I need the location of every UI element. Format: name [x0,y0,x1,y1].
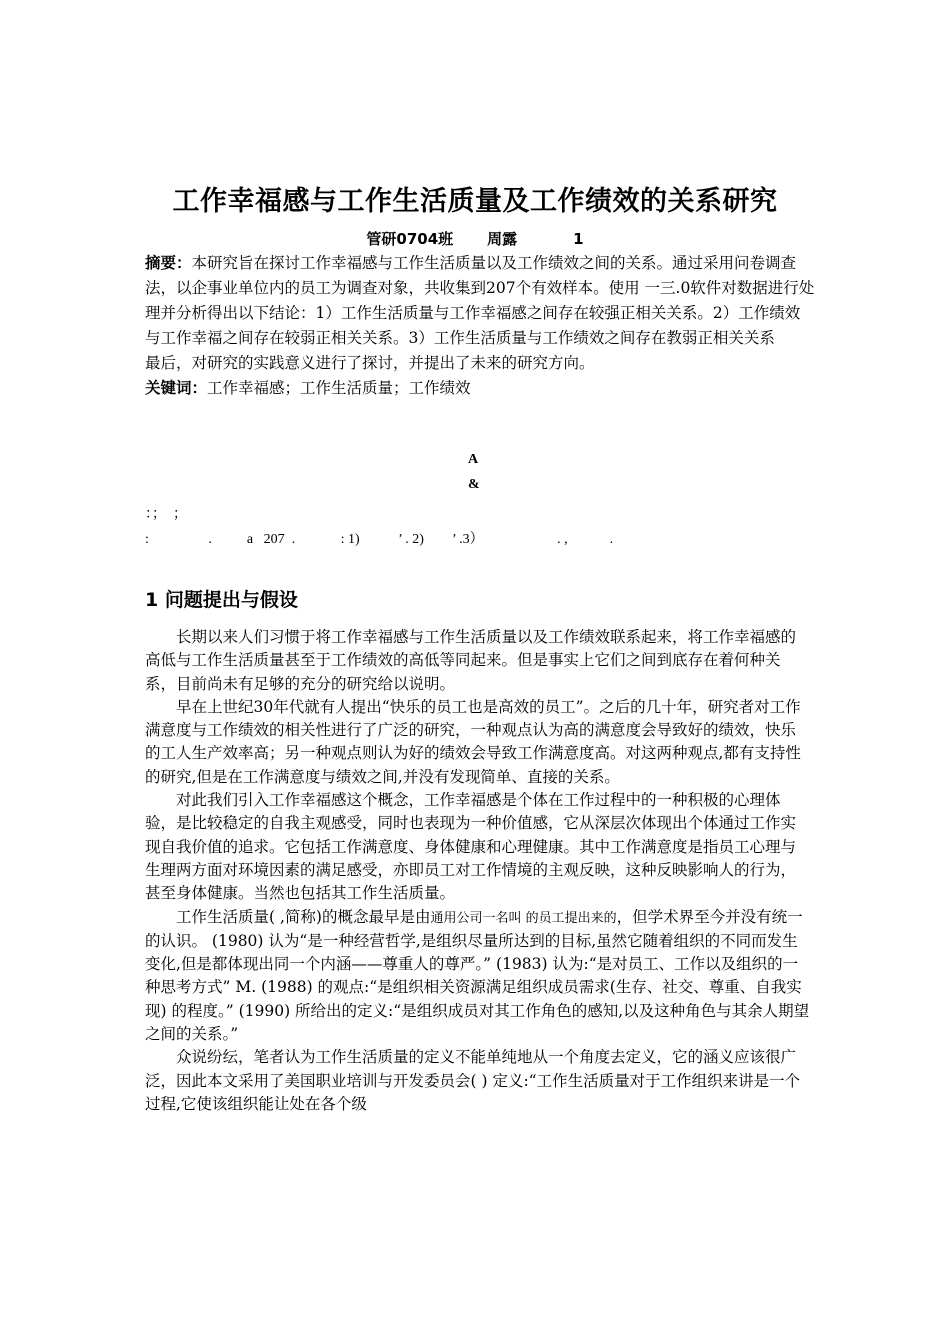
english-author-fragment: & [468,477,480,492]
author-name: 周露 [487,230,518,248]
body-paragraph: 对此我们引入工作幸福感这个概念，工作幸福感是个体在工作过程中的一种积极的心理体验，是比较稳定的自我主观感受，同时也表现为一种价值感，它从深层次体现出个体通过工作实现自我价值的追求。它包括工作满意度、身体健康和心理健康。其中工作满意度是指员工心理与生理两方面对环境因素的满足感受，亦即员工对工作情境的主观反映，这种反映影响人的行为，甚至身体健康。当然也包括其工作生活质量。 [145,791,797,903]
abstract-label: 摘要： [145,254,192,272]
body-paragraph [145,906,810,1047]
english-title-fragment: A [468,452,479,467]
abstract-block [145,251,815,401]
english-abstract-fragment: : . a 207 . : 1) ’ . 2) ’ .3） . , . [145,532,614,547]
body-paragraph: 众说纷纭，笔者认为工作生活质量的定义不能单纯地从一个角度去定义，它的涵义应该很广泛，因此本文采用了美国职业培训与开发委员会( ) 定义:“工作生活质量对于工作组织来讲是一个过程,它使该组织能让处在各个级 [145,1048,801,1113]
section-heading: 1 问题提出与假设 [145,589,298,611]
body-text-small-run: 通用公司一名叫 的员工提出来的 [430,910,617,926]
body-text-run: ，但学术界至今并没有统一的认识。 (1980) 认为“是一种经营哲学,是组织尽量所达到的目标,虽然它随着组织的不同而发生变化,但是都体现出同一个内涵——尊重人的尊严。” (1983) 认为:“是对员工、工作以及组织的一种思考方式” M. (1988) 的观点:“是组织相关资源满足组织成员需求(生存、社交、尊重、自我实现) 的程度。” (1990) 所给出的定义:“是组织成员对其工作角色的感知,以及这种角色与其余人期望之间的关系。” [145,907,810,1044]
author-class: 管研0704班 [366,230,454,248]
paper-title: 工作幸福感与工作生活质量及工作绩效的关系研究 [172,186,778,217]
abstract-conclusion: 最后，对研究的实践意义进行了探讨，并提出了未来的研究方向。 [145,354,595,372]
keywords-label: 关键词： [145,379,208,397]
author-byline [0,228,950,250]
body-text-run: 工作生活质量( ,简称)的概念最早是由 [176,907,431,926]
abstract-text: 本研究旨在探讨工作幸福感与工作生活质量以及工作绩效之间的关系。通过采用问卷调查法，以企事业单位内的员工为调查对象，共收集到207个有效样本。使用 一三.0软件对数据进行处理并分析得出以下结论：1）工作生活质量与工作幸福感之间存在较强正相关关系。2）工作绩效与工作幸福之间存在较弱正相关关系。3）工作生活质量与工作绩效之间存在教弱正相关关系 [145,254,815,347]
body-paragraph: 长期以来人们习惯于将工作幸福感与工作生活质量以及工作绩效联系起来，将工作幸福感的高低与工作生活质量甚至于工作绩效的高低等同起来。但是事实上它们之间到底存在着何种关系，目前尚未有足够的充分的研究给以说明。 [145,628,797,693]
author-footnote-number: 1 [573,230,584,248]
keywords-line [145,376,815,401]
body-paragraph: 早在上世纪30年代就有人提出“快乐的员工也是高效的员工”。之后的几十年，研究者对工作满意度与工作绩效的相关性进行了广泛的研究，一种观点认为高的满意度会导致好的绩效，快乐的工人生产效率高；另一种观点则认为好的绩效会导致工作满意度高。对这两种观点,都有支持性的研究,但是在工作满意度与绩效之间,并没有发现简单、直接的关系。 [145,697,801,786]
abstract-paragraph [145,251,815,351]
keywords-text: 工作幸福感；工作生活质量；工作绩效 [207,379,471,397]
body-text [145,626,810,1116]
english-keywords-fragment: ：； ； [145,507,187,522]
